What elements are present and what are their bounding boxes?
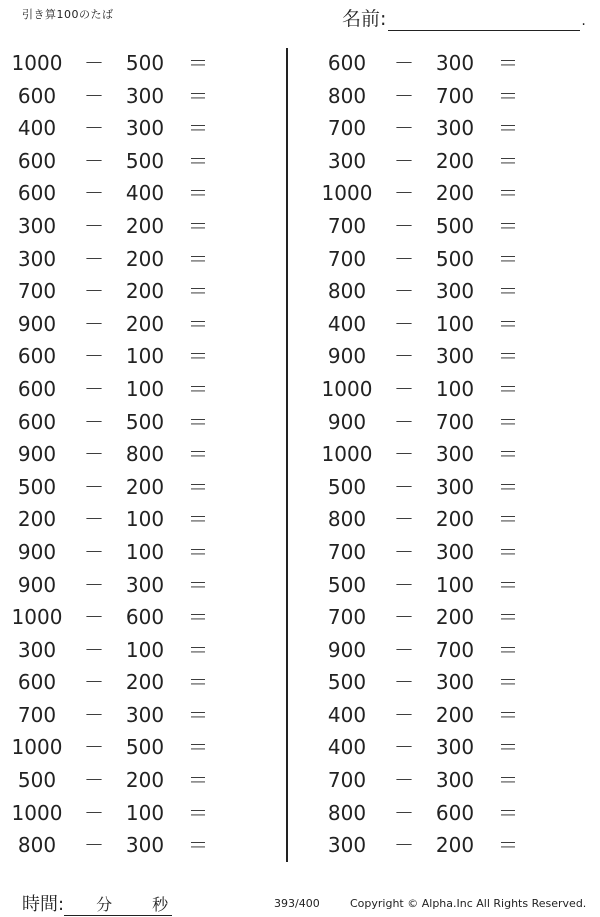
minus-sign: －	[394, 83, 414, 108]
minus-sign: －	[394, 148, 414, 173]
subtrahend: 600	[435, 800, 475, 825]
minuend: 600	[17, 344, 57, 369]
equals-sign: ＝	[188, 572, 208, 597]
minuend: 300	[17, 213, 57, 238]
minus-sign: －	[394, 800, 414, 825]
equals-sign: ＝	[188, 376, 208, 401]
time-label: 時間:	[22, 894, 65, 915]
minuend: 600	[17, 83, 57, 108]
minuend: 800	[327, 279, 367, 304]
subtrahend: 500	[125, 148, 165, 173]
equals-sign: ＝	[188, 344, 208, 369]
subtrahend: 500	[125, 735, 165, 760]
minus-sign: －	[394, 572, 414, 597]
subtrahend: 200	[435, 833, 475, 858]
subtrahend: 300	[435, 539, 475, 564]
copyright-notice: Copyright © Alpha.Inc All Rights Reserved.	[350, 897, 587, 910]
minus-sign: －	[84, 279, 104, 304]
minus-sign: －	[84, 833, 104, 858]
equals-sign: ＝	[498, 507, 518, 532]
minus-sign: －	[84, 507, 104, 532]
minuend: 400	[327, 735, 367, 760]
minuend: 500	[327, 670, 367, 695]
subtrahend: 200	[435, 605, 475, 630]
minus-sign: －	[84, 735, 104, 760]
minuend: 500	[327, 572, 367, 597]
minuend: 1000	[11, 800, 63, 825]
minuend: 600	[17, 181, 57, 206]
minuend: 600	[327, 51, 367, 75]
minuend: 1000	[11, 51, 63, 75]
subtrahend: 500	[125, 409, 165, 434]
equals-sign: ＝	[188, 279, 208, 304]
subtrahend: 300	[435, 474, 475, 499]
equals-sign: ＝	[188, 442, 208, 467]
equals-sign: ＝	[498, 409, 518, 434]
minus-sign: －	[84, 474, 104, 499]
minus-sign: －	[394, 670, 414, 695]
subtrahend: 500	[125, 51, 165, 75]
equals-sign: ＝	[498, 833, 518, 858]
name-field	[342, 4, 586, 31]
equals-sign: ＝	[498, 148, 518, 173]
subtrahend: 200	[435, 181, 475, 206]
equals-sign: ＝	[188, 474, 208, 499]
equals-sign: ＝	[188, 800, 208, 825]
equals-sign: ＝	[498, 474, 518, 499]
minus-sign: －	[84, 670, 104, 695]
minus-sign: －	[394, 51, 414, 75]
subtrahend: 100	[125, 507, 165, 532]
subtrahend: 100	[125, 800, 165, 825]
subtrahend: 100	[125, 637, 165, 662]
minus-sign: －	[394, 213, 414, 238]
minuend: 400	[327, 702, 367, 727]
equals-sign: ＝	[498, 605, 518, 630]
minus-sign: －	[394, 246, 414, 271]
equals-sign: ＝	[498, 213, 518, 238]
equals-sign: ＝	[188, 148, 208, 173]
name-label: 名前:	[342, 8, 387, 30]
minus-sign: －	[394, 279, 414, 304]
minuend: 800	[327, 507, 367, 532]
subtrahend: 300	[435, 344, 475, 369]
minus-sign: －	[394, 344, 414, 369]
minus-sign: －	[394, 833, 414, 858]
equals-sign: ＝	[498, 279, 518, 304]
equals-sign: ＝	[188, 116, 208, 141]
subtrahend: 500	[435, 246, 475, 271]
subtrahend: 300	[125, 83, 165, 108]
subtrahend: 200	[125, 213, 165, 238]
minuend: 700	[327, 768, 367, 793]
worksheet-title: 引き算100のたば	[22, 8, 114, 21]
subtrahend: 200	[125, 768, 165, 793]
equals-sign: ＝	[498, 735, 518, 760]
equals-sign: ＝	[498, 702, 518, 727]
minus-sign: －	[394, 735, 414, 760]
equals-sign: ＝	[188, 51, 208, 75]
minuend: 700	[327, 116, 367, 141]
minuend: 600	[17, 670, 57, 695]
subtrahend: 100	[435, 572, 475, 597]
equals-sign: ＝	[498, 539, 518, 564]
minus-sign: －	[84, 605, 104, 630]
minuend: 600	[17, 376, 57, 401]
subtrahend: 200	[435, 702, 475, 727]
column-divider	[286, 48, 288, 862]
minuend: 900	[17, 311, 57, 336]
minuend: 1000	[321, 376, 373, 401]
subtrahend: 300	[435, 442, 475, 467]
minuend: 600	[17, 409, 57, 434]
minus-sign: －	[84, 311, 104, 336]
minus-sign: －	[84, 442, 104, 467]
minuend: 500	[17, 768, 57, 793]
equals-sign: ＝	[498, 768, 518, 793]
minus-sign: －	[394, 539, 414, 564]
subtrahend: 800	[125, 442, 165, 467]
equals-sign: ＝	[188, 507, 208, 532]
minus-sign: －	[84, 213, 104, 238]
minus-sign: －	[394, 116, 414, 141]
minuend: 300	[17, 637, 57, 662]
equals-sign: ＝	[188, 539, 208, 564]
minuend: 700	[327, 539, 367, 564]
equals-sign: ＝	[498, 637, 518, 662]
minuend: 1000	[321, 442, 373, 467]
equals-sign: ＝	[188, 670, 208, 695]
minus-sign: －	[84, 246, 104, 271]
minus-sign: －	[394, 442, 414, 467]
minus-sign: －	[84, 181, 104, 206]
subtrahend: 200	[435, 507, 475, 532]
subtrahend: 300	[435, 51, 475, 75]
time-blank-line	[64, 895, 172, 916]
subtrahend: 700	[435, 409, 475, 434]
subtrahend: 200	[125, 474, 165, 499]
minus-sign: －	[394, 181, 414, 206]
equals-sign: ＝	[498, 116, 518, 141]
minus-sign: －	[394, 702, 414, 727]
minutes-label: 分	[96, 895, 113, 914]
minuend: 900	[327, 409, 367, 434]
minus-sign: －	[84, 409, 104, 434]
subtrahend: 100	[435, 376, 475, 401]
equals-sign: ＝	[188, 83, 208, 108]
subtrahend: 300	[435, 768, 475, 793]
minuend: 700	[327, 605, 367, 630]
name-end-dot: .	[581, 13, 586, 29]
equals-sign: ＝	[188, 181, 208, 206]
equals-sign: ＝	[498, 246, 518, 271]
subtrahend: 200	[125, 670, 165, 695]
equals-sign: ＝	[188, 735, 208, 760]
minuend: 800	[327, 83, 367, 108]
subtrahend: 700	[435, 83, 475, 108]
name-blank-line	[388, 10, 580, 31]
subtrahend: 300	[125, 116, 165, 141]
minuend: 1000	[11, 735, 63, 760]
time-field	[22, 890, 172, 916]
equals-sign: ＝	[498, 572, 518, 597]
equals-sign: ＝	[498, 376, 518, 401]
equals-sign: ＝	[498, 311, 518, 336]
minus-sign: －	[394, 605, 414, 630]
subtrahend: 200	[125, 279, 165, 304]
subtrahend: 300	[435, 735, 475, 760]
minus-sign: －	[394, 409, 414, 434]
subtrahend: 100	[125, 539, 165, 564]
subtrahend: 100	[125, 376, 165, 401]
equals-sign: ＝	[498, 344, 518, 369]
minuend: 900	[327, 637, 367, 662]
minuend: 900	[327, 344, 367, 369]
minuend: 400	[17, 116, 57, 141]
subtrahend: 200	[435, 148, 475, 173]
equals-sign: ＝	[498, 83, 518, 108]
equals-sign: ＝	[188, 311, 208, 336]
equals-sign: ＝	[188, 702, 208, 727]
minuend: 700	[327, 246, 367, 271]
subtrahend: 300	[125, 572, 165, 597]
subtrahend: 600	[125, 605, 165, 630]
minus-sign: －	[394, 768, 414, 793]
minuend: 1000	[321, 181, 373, 206]
minuend: 600	[17, 148, 57, 173]
minuend: 500	[17, 474, 57, 499]
minuend: 900	[17, 442, 57, 467]
minuend: 300	[327, 148, 367, 173]
subtrahend: 300	[125, 833, 165, 858]
minus-sign: －	[394, 637, 414, 662]
equals-sign: ＝	[498, 442, 518, 467]
minus-sign: －	[84, 148, 104, 173]
minuend: 900	[17, 539, 57, 564]
minus-sign: －	[84, 768, 104, 793]
minuend: 800	[327, 800, 367, 825]
minus-sign: －	[84, 702, 104, 727]
equals-sign: ＝	[188, 637, 208, 662]
equals-sign: ＝	[188, 605, 208, 630]
minus-sign: －	[84, 344, 104, 369]
minus-sign: －	[84, 572, 104, 597]
minus-sign: －	[394, 474, 414, 499]
minuend: 700	[17, 279, 57, 304]
equals-sign: ＝	[188, 213, 208, 238]
minus-sign: －	[84, 539, 104, 564]
minus-sign: －	[84, 83, 104, 108]
minus-sign: －	[84, 376, 104, 401]
minuend: 800	[17, 833, 57, 858]
seconds-label: 秒	[152, 895, 169, 914]
minus-sign: －	[84, 800, 104, 825]
minus-sign: －	[394, 311, 414, 336]
equals-sign: ＝	[498, 670, 518, 695]
equals-sign: ＝	[188, 768, 208, 793]
subtrahend: 400	[125, 181, 165, 206]
minuend: 300	[327, 833, 367, 858]
minuend: 500	[327, 474, 367, 499]
minus-sign: －	[394, 507, 414, 532]
equals-sign: ＝	[188, 246, 208, 271]
minus-sign: －	[84, 51, 104, 75]
minus-sign: －	[84, 637, 104, 662]
equals-sign: ＝	[188, 409, 208, 434]
subtrahend: 200	[125, 246, 165, 271]
equals-sign: ＝	[188, 833, 208, 858]
subtrahend: 700	[435, 637, 475, 662]
subtrahend: 100	[435, 311, 475, 336]
subtrahend: 100	[125, 344, 165, 369]
subtrahend: 300	[435, 279, 475, 304]
equals-sign: ＝	[498, 51, 518, 75]
subtrahend: 200	[125, 311, 165, 336]
minuend: 1000	[11, 605, 63, 630]
minuend: 200	[17, 507, 57, 532]
equals-sign: ＝	[498, 181, 518, 206]
minuend: 300	[17, 246, 57, 271]
subtrahend: 500	[435, 213, 475, 238]
minus-sign: －	[84, 116, 104, 141]
subtrahend: 300	[435, 116, 475, 141]
minuend: 700	[327, 213, 367, 238]
subtrahend: 300	[435, 670, 475, 695]
page-count: 393/400	[274, 897, 320, 910]
minuend: 900	[17, 572, 57, 597]
minuend: 400	[327, 311, 367, 336]
minuend: 700	[17, 702, 57, 727]
subtrahend: 300	[125, 702, 165, 727]
minus-sign: －	[394, 376, 414, 401]
equals-sign: ＝	[498, 800, 518, 825]
